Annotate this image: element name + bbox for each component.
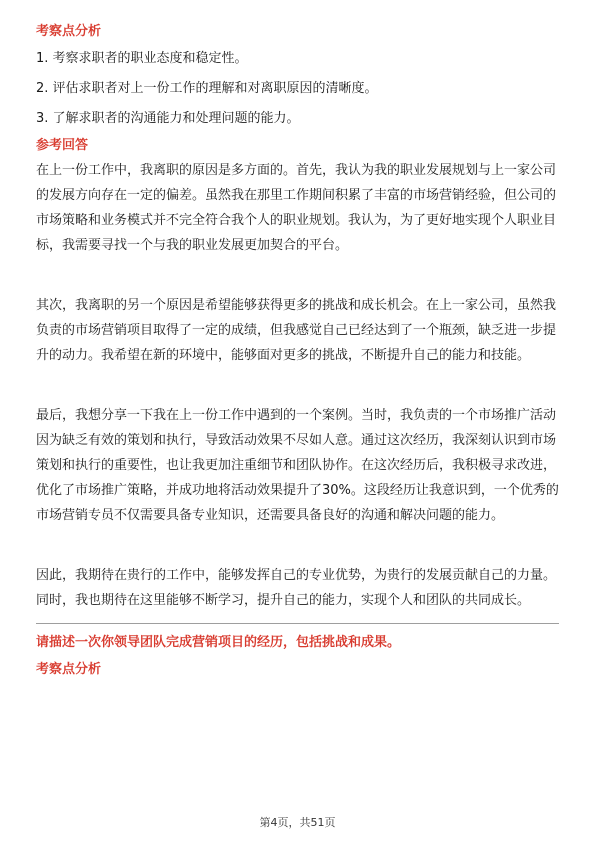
answer-paragraph-2: 其次，我离职的另一个原因是希望能够获得更多的挑战和成长机会。在上一家公司，虽然我负责的市场营销项目取得了一定的成绩，但我感觉自己已经达到了一个瓶颈，缺乏进一步提升的动力。我希望在新的环境中，能够面对更多的挑战，不断提升自己的能力和技能。 xyxy=(36,298,557,363)
analysis-heading: 考察点分析 xyxy=(36,24,102,39)
answer-paragraph-3: 最后，我想分享一下我在上一份工作中遇到的一个案例。当时，我负责的一个市场推广活动因为缺乏有效的策划和执行，导致活动效果不尽如人意。通过这次经历，我深刻认识到市场策划和执行的重要性，也让我更加注重细节和团队协作。在这次经历后，我积极寻求改进，优化了市场推广策略，并成功地将活动效果提升了30%。这段经历让我意识到，一个优秀的市场营销专员不仅需要具备专业知识，还需要具备良好的沟通和解决问题的能力。 xyxy=(36,408,559,523)
next-question: 请描述一次你领导团队完成营销项目的经历，包括挑战和成果。 xyxy=(36,635,401,650)
page-number: 第4页，共51页 xyxy=(259,816,336,829)
analysis-point-1: 1. 考察求职者的职业态度和稳定性。 xyxy=(36,51,248,66)
next-analysis-heading: 考察点分析 xyxy=(36,662,102,677)
section-divider xyxy=(36,623,559,624)
answer-paragraph-4: 因此，我期待在贵行的工作中，能够发挥自己的专业优势，为贵行的发展贡献自己的力量。同时，我也期待在这里能够不断学习，提升自己的能力，实现个人和团队的共同成长。 xyxy=(36,568,557,608)
document-page xyxy=(36,22,559,680)
analysis-point-2: 2. 评估求职者对上一份工作的理解和对离职原因的清晰度。 xyxy=(36,81,378,96)
answer-paragraph-1: 在上一份工作中，我离职的原因是多方面的。首先，我认为我的职业发展规划与上一家公司的发展方向存在一定的偏差。虽然我在那里工作期间积累了丰富的市场营销经验，但公司的市场策略和业务模式并不完全符合我个人的职业规划。我认为，为了更好地实现个人职业目标，我需要寻找一个与我的职业发展更加契合的平台。 xyxy=(36,163,557,253)
analysis-point-3: 3. 了解求职者的沟通能力和处理问题的能力。 xyxy=(36,111,300,126)
answer-heading: 参考回答 xyxy=(36,138,89,153)
